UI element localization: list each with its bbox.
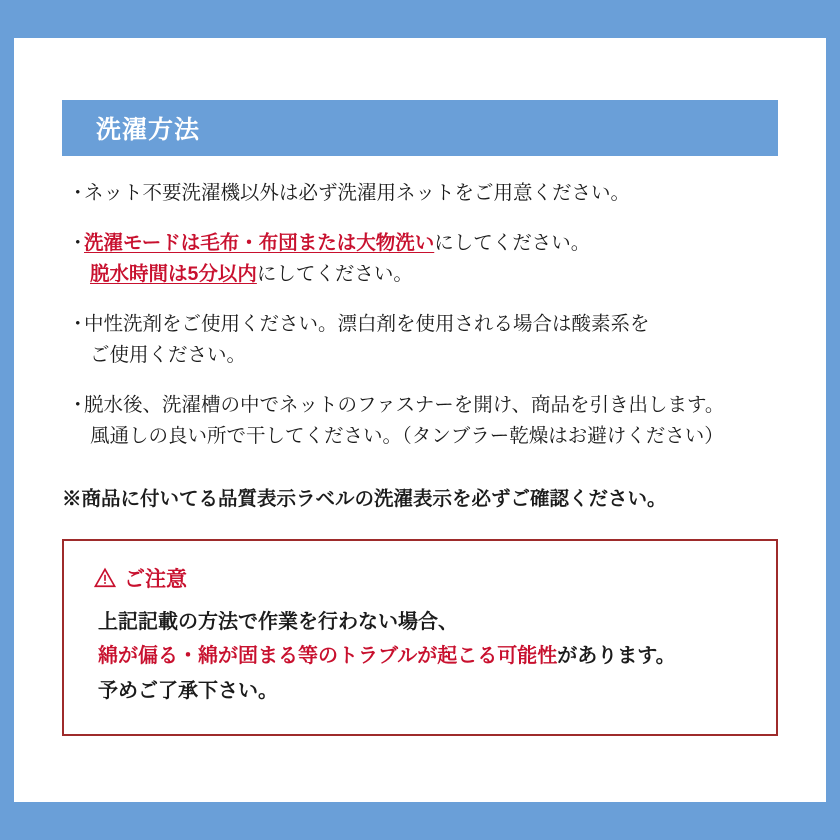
instruction-text (84, 228, 778, 291)
caution-line-segment: 綿が偏る・綿が固まる等のトラブルが起こる可能性 (98, 645, 558, 668)
caution-line (94, 674, 746, 708)
instruction-item (68, 390, 778, 453)
caution-header (94, 563, 746, 593)
instruction-list (62, 178, 778, 453)
caution-line (94, 605, 746, 639)
bullet-icon: ・ (68, 231, 88, 254)
instruction-line (84, 390, 778, 422)
caution-line-segment: 予めご了承下さい。 (98, 679, 278, 702)
instruction-line (84, 259, 778, 291)
page-title: 洗濯方法 (96, 116, 201, 144)
section-header (62, 100, 778, 156)
warning-triangle-icon (94, 567, 116, 589)
caution-line-segment: があります。 (557, 645, 676, 668)
instruction-item (68, 178, 778, 210)
caution-box (62, 539, 778, 736)
instruction-line-segment: 洗濯モードは毛布・布団または大物洗い (84, 231, 435, 254)
instruction-line-segment: にしてください。 (434, 231, 591, 254)
care-instruction-card (14, 38, 826, 802)
instruction-text (84, 390, 778, 453)
instruction-item (68, 309, 778, 372)
instruction-text (84, 178, 778, 210)
instruction-line (84, 421, 778, 453)
instruction-line (84, 340, 778, 372)
bullet-icon: ・ (68, 182, 88, 204)
bullet-icon: ・ (68, 312, 88, 335)
caution-body (94, 605, 746, 708)
instruction-line (84, 309, 778, 341)
instruction-line (84, 228, 778, 260)
bullet-icon: ・ (68, 393, 88, 416)
instruction-item (68, 228, 778, 291)
instruction-line-segment: 脱水時間は5分以内 (90, 263, 257, 286)
caution-line-segment: 上記記載の方法で作業を行わない場合、 (98, 611, 458, 634)
instruction-line-segment: ご使用ください。 (90, 344, 247, 367)
instruction-line-segment: 中性洗剤をご使用ください。漂白剤を使用される場合は酸素系を (84, 312, 650, 335)
caution-line (94, 639, 746, 673)
instruction-line (84, 178, 778, 210)
card-content (62, 100, 778, 736)
instruction-line-segment: ネット不要洗濯機以外は必ず洗濯用ネットをご用意ください。 (84, 182, 631, 204)
instruction-line-segment: にしてください。 (256, 263, 413, 286)
caution-label: ご注意 (124, 568, 187, 592)
label-check-note: ※商品に付いてる品質表示ラベルの洗濯表示を必ずご確認ください。 (62, 488, 667, 511)
instruction-line-segment: 風通しの良い所で干してください。（タンブラー乾燥はお避けください） (90, 425, 724, 448)
instruction-text (84, 309, 778, 372)
instruction-line-segment: 脱水後、洗濯槽の中でネットのファスナーを開け、商品を引き出します。 (84, 393, 725, 416)
